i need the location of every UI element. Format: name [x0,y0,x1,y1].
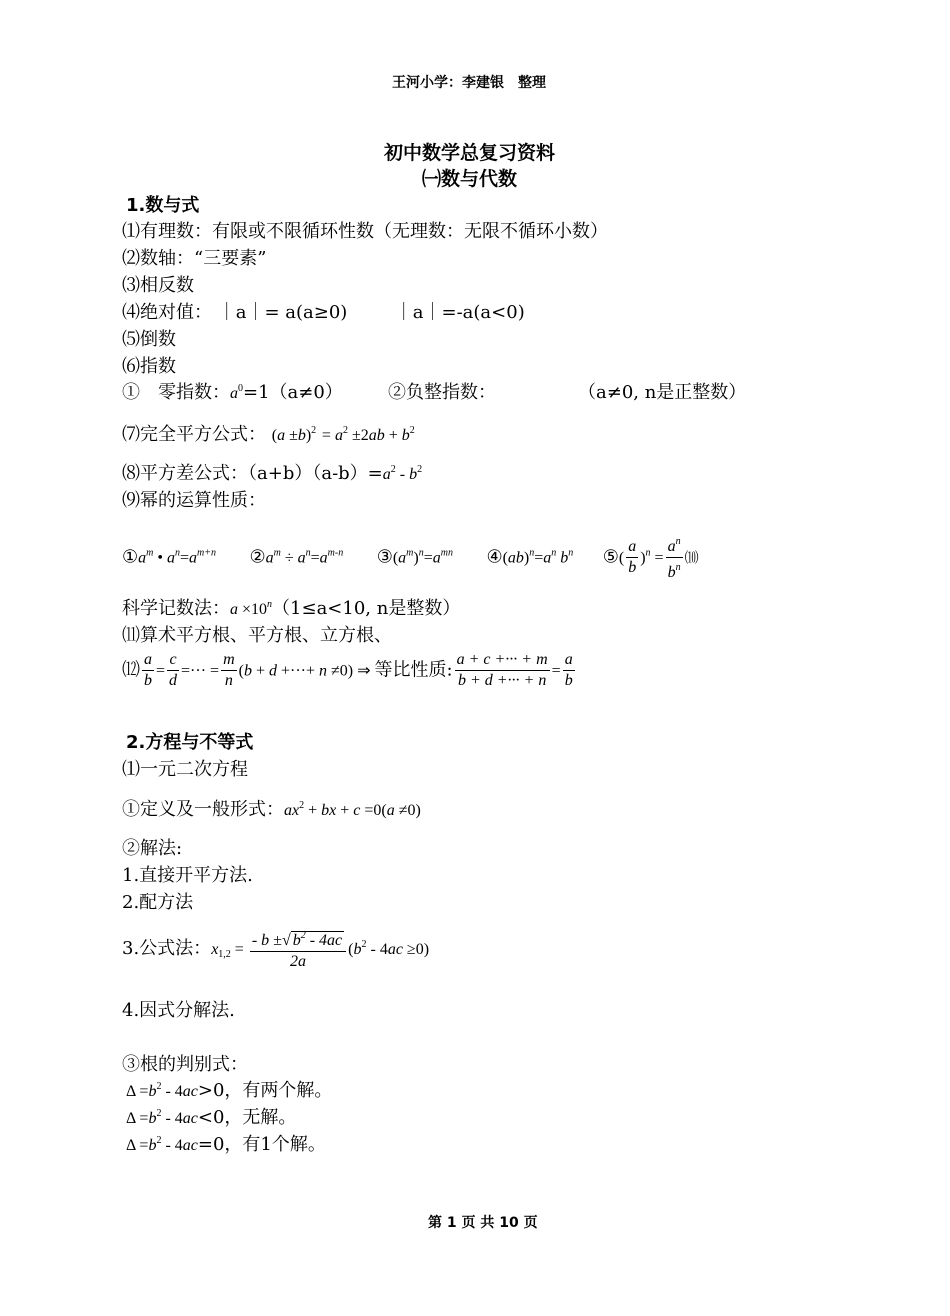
roots-item: ⑾算术平方根、平方根、立方根、 [122,625,392,646]
general-form-row: ①定义及一般形式：$ax^2$ + bx + c =0(a ≠0) [122,799,421,820]
mark-3: ③ [376,546,393,568]
scientific-condition: （1≤a<10, n是整数） [272,598,461,619]
absolute-label: ⑷绝对值： [122,302,212,323]
page-header: 王河小学：李建银 整理 [392,75,546,91]
item-rational: ⑴有理数：有限或不限循环性数（无理数：无限不循环小数） [122,221,608,242]
mark-4: ④ [486,546,503,568]
mark-10: ⑽ [684,551,699,567]
discriminant-zero: $\Delta =b^2 - 4ac=0$，有1个解。 [126,1134,326,1155]
power-rules-row: $①a^m$ • $a^n=a^{m+n}$ $②a^m \div a^n=a^{m-n}$ $③(a^m)^n=a^{mn}$ $④(ab)^n=a^n$ $b^n$ ⑤( $\frac{a}{b}$ )$^n$ = $\frac{a^n}{b^n}$ ⑽ [122,532,699,583]
discriminant-positive-text: >0，有两个解。 [197,1080,333,1101]
perfect-square-row: ⑺完全平方公式： $(a \pm b)^2 = a^2 \pm 2ab + b^2$ [122,424,415,445]
page-footer: 第 1 页 共 10 页 [428,1215,538,1231]
solutions-heading: ②解法: [122,838,183,859]
discriminant-negative-text: <0，无解。 [197,1107,297,1128]
item-exponent: ⑹指数 [122,356,176,377]
item-reciprocal: ⑸倒数 [122,329,176,350]
zero-exponent-row: ① 零指数：$a^0=1(a\ne 0)$ [122,382,343,403]
perfect-square-label: ⑺完全平方公式： [122,424,266,445]
absolute-positive: ｜a｜= a(a≥0) [217,302,348,323]
scientific-label: 科学记数法： [122,598,230,619]
quadratic-item: ⑴一元二次方程 [122,759,248,780]
difference-squares-text: （a+b）（a-b）= [248,463,383,484]
scientific-notation-row: 科学记数法：$a \times 10^n(1\le a<10$, n是整数） [122,598,461,619]
power-rules-heading: ⑼幂的运算性质： [122,490,266,511]
zero-exponent-label: ① 零指数： [122,382,230,403]
general-form-label: ①定义及一般形式： [122,799,284,820]
mark-1: ① [122,546,139,568]
ratio-label: 等比性质: [374,659,453,681]
page-title: 初中数学总复习资料 [384,142,556,164]
negative-exponent-label: ②负整指数： [388,382,496,403]
discriminant-heading: ③根的判别式： [122,1054,248,1075]
zero-exponent-rest: =1（a≠0） [243,382,343,403]
section-heading-2: 2.方程与不等式 [126,732,254,753]
difference-squares-row: ⑻平方差公式：$(a+b)(a-b)=a^2 - b^2$ [122,463,423,484]
discriminant-zero-text: =0，有1个解。 [197,1134,326,1155]
quadratic-formula-label: 3.公式法： [122,938,212,959]
section-heading-1: 1.数与式 [126,195,200,216]
mark-2: ② [249,546,266,568]
difference-squares-label: ⑻平方差公式： [122,463,248,484]
item-opposite: ⑶相反数 [122,275,194,296]
method-2: 2.配方法 [122,892,194,913]
discriminant-negative: $\Delta =b^2 - 4ac<0$，无解。 [126,1107,297,1128]
negative-exponent-condition: （a≠0, n是正整数） [578,382,747,403]
proportion-label: ⑿ [122,659,140,681]
page-subtitle: ㈠数与代数 [422,168,518,190]
method-4: 4.因式分解法. [122,1000,235,1021]
item-absolute [122,298,525,324]
absolute-negative: ｜a｜=-a(a<0) [394,302,525,323]
method-1: 1.直接开平方法. [122,865,253,886]
discriminant-positive: $\Delta =b^2 - 4ac>0$，有两个解。 [126,1080,333,1101]
proportion-row: ⑿ $\frac{a}{b}$ = $\frac{c}{d}$ =··· = $\frac{m}{n}$ (b + d +···+ n ≠0) ⇒ 等比性质: $\frac{a + c +\cdot\cdot\cdot + m}{b + d +\cdot\cdot\cdot + n}$ = $\frac{a}{b}$ [122,651,573,689]
quadratic-formula-row: 3.公式法：$x_{1,2}$ = $\frac{- b \pm√ b^2 - 4ac}{2a}$ $(b^2 - 4ac \ge 0)$ [122,926,429,972]
mark-5: ⑤ [602,546,619,568]
item-number-line: ⑵数轴：“三要素” [122,248,267,269]
